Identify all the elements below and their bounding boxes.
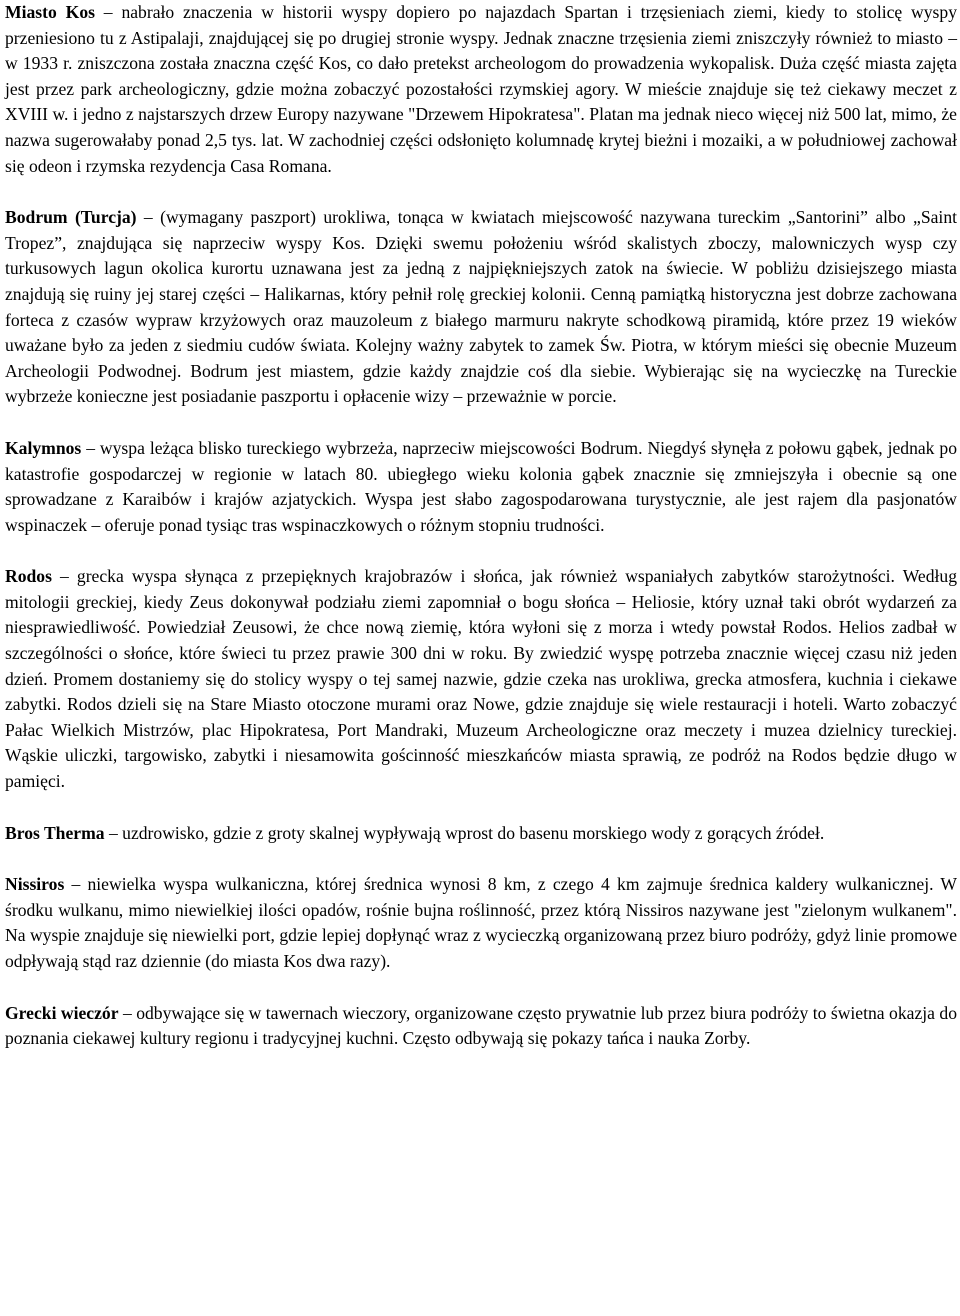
paragraph-term: Nissiros (5, 874, 65, 895)
paragraph-kalymnos (5, 436, 957, 538)
paragraph-kos-town (5, 0, 957, 179)
paragraph-nissiros (5, 872, 957, 974)
paragraph-text: – (wymagany paszport) urokliwa, tonąca w kwiatach miejscowość nazywana tureckim „Santorini” albo „Saint Tropez”, znajdująca się naprzeciw wyspy Kos. Dzięki swemu położeniu wśród skalistych zboczy, malowniczych wysp czy turkusowych lagun okolica kurortu uznawana jest za jedną z najpiękniejszych zatok na świecie. W pobliżu dzisiejszego miasta znajdują się ruiny jej starej części – Halikarnas, który pełnił rolę greckiej kolonii. Cenną pamiątką historyczna jest dobrze zachowana forteca z czasów wypraw krzyżowych oraz mauzoleum z białego marmuru nakryte schodkową piramidą, które przez 19 wieków uważane było za jeden z siedmiu cudów świata. Kolejny ważny zabytek to zamek Św. Piotra, w którym mieści się obecnie Muzeum Archeologii Podwodnej. Bodrum jest miastem, gdzie każdy znajdzie coś dla siebie. Wybierając się na wycieczkę na Tureckie wybrzeże konieczne jest posiadanie paszportu i opłacenie wizy – przeważnie w porcie. (5, 207, 957, 407)
paragraph-term: Grecki wieczór (5, 1002, 119, 1023)
paragraph-text: – uzdrowisko, gdzie z groty skalnej wypływają wprost do basenu morskiego wody z gorących źródeł. (104, 822, 825, 843)
paragraph-term: Rodos (5, 566, 52, 587)
paragraph-text: – wyspa leżąca blisko tureckiego wybrzeża, naprzeciw miejscowości Bodrum. Niegdyś słynęła z połowu gąbek, jednak po katastrofie gospodarczej w regionie w latach 80. ubiegłego wieku kolonia gąbek znacznie się zmniejszyła i obecnie są one sprowadzane z Karaibów i krajów azjatyckich. Wyspa jest słabo zagospodarowana turystycznie, ale jest rajem dla pasjonatów wspinaczek – oferuje ponad tysiąc tras wspinaczkowych o różnym stopniu trudności. (5, 437, 957, 535)
paragraph-greek-evening (5, 1001, 957, 1052)
paragraph-term: Bros Therma (5, 822, 105, 843)
paragraph-term: Bodrum (Turcja) (5, 207, 137, 228)
paragraph-rodos (5, 564, 957, 794)
paragraph-term: Kalymnos (5, 437, 82, 458)
paragraph-bros-therma (5, 821, 957, 847)
paragraph-text: – niewielka wyspa wulkaniczna, której średnica wynosi 8 km, z czego 4 km zajmuje średnica kaldery wulkanicznej. W środku wulkanu, mimo niewielkiej ilości opadów, rośnie bujna roślinność, przez którą Nissiros nazywane jest "zielonym wulkanem". Na wyspie znajduje się niewielki port, gdzie lepiej dopłynąć wraz z wycieczką organizowaną przez biuro podróży, gdyż linie promowe odpływają stąd raz dziennie (do miasta Kos dwa razy). (5, 874, 957, 971)
paragraph-term: Miasto Kos (5, 2, 95, 22)
paragraph-text: – odbywające się w tawernach wieczory, organizowane często prywatnie lub przez biura podróży to świetna okazja do poznania ciekawej kultury regionu i tradycyjnej kuchni. Często odbywają się pokazy tańca i nauka Zorby. (5, 1002, 957, 1049)
paragraph-text: – grecka wyspa słynąca z przepięknych krajobrazów i słońca, jak również wspaniałych zabytków starożytności. Według mitologii greckiej, kiedy Zeus dokonywał podziału ziemi zapomniał o bogu słońca – Heliosie, który uznał taki obrót wydarzeń za niesprawiedliwość. Powiedział Zeusowi, że chce nową ziemię, która wyłoni się z morza i wtedy powstał Rodos. Helios zadbał w szczególności o słońce, które świeci tu przez prawie 300 dni w roku. By zwiedzić wyspę potrzeba znacznie więcej czasu niż jeden dzień. Promem dostaniemy się do stolicy wyspy o tej samej nazwie, gdzie czeka nas urokliwa, grecka atmosfera, kuchnia i ciekawe zabytki. Rodos dzieli się na Stare Miasto otoczone murami oraz Nowe, gdzie znajduje się wiele restauracji i hoteli. Warto zobaczyć Pałac Wielkich Mistrzów, plac Hipokratesa, Port Mandraki, Muzeum Archeologiczne oraz meczety i muzea dzielnicy tureckiej. Wąskie uliczki, targowisko, zabytki i niesamowita gościnność mieszkańców miasta sprawią, ze podróż na Rodos będzie długo w pamięci. (5, 566, 957, 792)
document-page (5, 0, 957, 1078)
paragraph-bodrum (5, 205, 957, 410)
paragraph-text: – nabrało znaczenia w historii wyspy dopiero po najazdach Spartan i trzęsieniach ziemi, kiedy to stolicę wyspy przeniesiono tu z Astipalaji, znajdującej się po drugiej stronie wyspy. Jednak znaczne trzęsienia ziemi zniszczyły również to miasto – w 1933 r. zniszczona została znaczna część Kos, co dało pretekst archeologom do prowadzenia wykopalisk. Duża część miasta zajęta jest przez park archeologiczny, gdzie można zobaczyć pozostałości rzymskiej agory. W mieście znajduje się też ciekawy meczet z XVIII w. i jedno z najstarszych drzew Europy nazywane "Drzewem Hipokratesa". Platan ma jednak nieco więcej niż 500 lat, mimo, że nazwa sugerowałaby ponad 2,5 tys. lat. W zachodniej części odsłonięto kolumnadę krytej bieżni i mozaiki, a w południowej zachował się odeon i rzymska rezydencja Casa Romana. (5, 2, 957, 176)
